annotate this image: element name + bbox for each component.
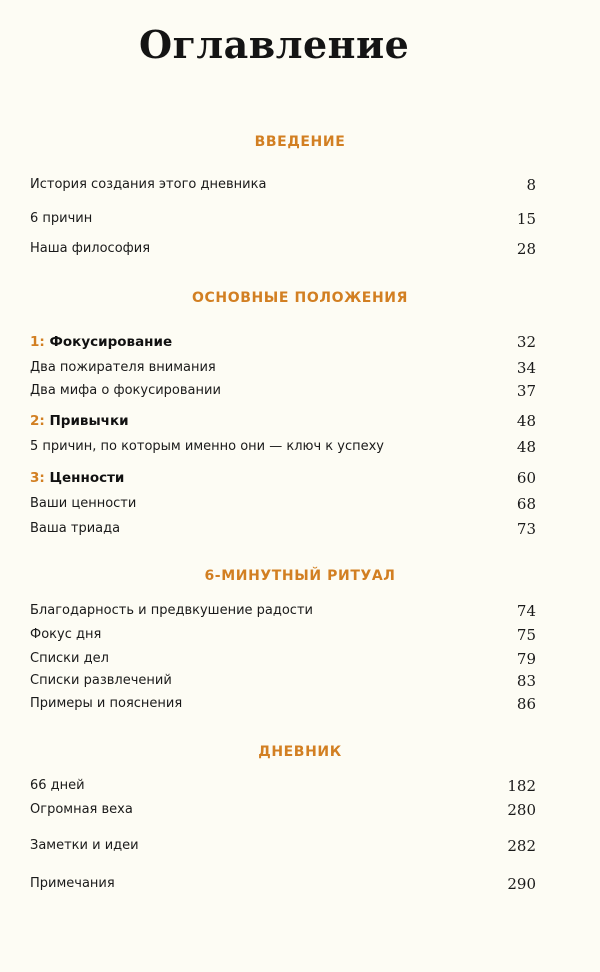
toc-entry[interactable] xyxy=(30,600,536,622)
toc-entry-title: Заметки и идеи xyxy=(30,838,139,853)
toc-entry[interactable] xyxy=(30,693,536,715)
toc-entry-page: 74 xyxy=(516,602,536,620)
toc-entry-title: Списки развлечений xyxy=(30,673,172,688)
chapter-number: 3: xyxy=(30,470,45,486)
toc-entry-title: Два пожирателя внимания xyxy=(30,360,216,375)
toc-entry-page: 79 xyxy=(516,650,536,668)
toc-entry[interactable] xyxy=(30,493,536,515)
toc-entry[interactable] xyxy=(30,380,536,402)
section-heading-introduction: ВВЕДЕНИЕ xyxy=(254,134,346,150)
toc-entry[interactable] xyxy=(30,775,536,797)
toc-entry-page: 73 xyxy=(516,520,536,538)
toc-entry[interactable] xyxy=(30,624,536,646)
toc-entry-page: 32 xyxy=(516,333,536,351)
toc-entry-page: 34 xyxy=(516,359,536,377)
chapter-number: 2: xyxy=(30,413,45,429)
section-heading-diary: ДНЕВНИК xyxy=(258,744,342,760)
toc-entry-title: Ваши ценности xyxy=(30,496,137,511)
toc-entry[interactable] xyxy=(30,436,536,458)
toc-entry[interactable] xyxy=(30,357,536,379)
toc-entry-page: 68 xyxy=(516,495,536,513)
toc-entry[interactable] xyxy=(30,208,536,230)
toc-entry-title: Фокусирование xyxy=(49,334,173,350)
toc-entry-page: 60 xyxy=(516,469,536,487)
toc-entry-title: Примечания xyxy=(30,876,115,891)
toc-entry[interactable] xyxy=(30,648,536,670)
toc-entry-title: 66 дней xyxy=(30,778,85,793)
toc-entry-title: Огромная веха xyxy=(30,802,133,817)
toc-entry-page: 282 xyxy=(507,837,536,855)
toc-entry-page: 15 xyxy=(516,210,536,228)
toc-entry-page: 280 xyxy=(507,801,536,819)
section-heading-ritual: 6-МИНУТНЫЙ РИТУАЛ xyxy=(204,568,396,584)
chapter-number: 1: xyxy=(30,334,45,350)
toc-entry-title: 6 причин xyxy=(30,211,93,226)
toc-entry-title: Списки дел xyxy=(30,651,109,666)
toc-chapter-entry[interactable] xyxy=(30,410,536,432)
toc-entry-title: Ваша триада xyxy=(30,521,121,536)
toc-entry-page: 86 xyxy=(516,695,536,713)
toc-entry[interactable] xyxy=(30,670,536,692)
section-heading-basics: ОСНОВНЫЕ ПОЛОЖЕНИЯ xyxy=(192,290,408,306)
page-title: Оглавление xyxy=(139,22,410,67)
toc-entry-page: 290 xyxy=(507,875,536,893)
toc-entry-page: 75 xyxy=(516,626,536,644)
toc-entry-page: 28 xyxy=(516,240,536,258)
toc-entry-page: 48 xyxy=(516,412,536,430)
toc-entry-title: Два мифа о фокусировании xyxy=(30,383,221,398)
toc-entry-page: 37 xyxy=(516,382,536,400)
toc-entry-page: 8 xyxy=(526,176,536,194)
toc-entry[interactable] xyxy=(30,873,536,895)
toc-entry-title: Примеры и пояснения xyxy=(30,696,183,711)
toc-entry-title: Благодарность и предвкушение радости xyxy=(30,603,313,618)
toc-chapter-entry[interactable] xyxy=(30,331,536,353)
toc-entry-page: 48 xyxy=(516,438,536,456)
toc-entry[interactable] xyxy=(30,174,536,196)
toc-entry-title: Ценности xyxy=(49,470,125,486)
toc-entry-title: Наша философия xyxy=(30,241,151,256)
toc-entry-title: Привычки xyxy=(49,413,129,429)
toc-chapter-entry[interactable] xyxy=(30,467,536,489)
toc-entry[interactable] xyxy=(30,835,536,857)
toc-entry-page: 182 xyxy=(507,777,536,795)
toc-entry-title: История создания этого дневника xyxy=(30,177,267,192)
toc-entry[interactable] xyxy=(30,238,536,260)
toc-entry-title: 5 причин, по которым именно они — ключ к успеху xyxy=(30,439,385,454)
toc-entry-page: 83 xyxy=(516,672,536,690)
toc-entry[interactable] xyxy=(30,799,536,821)
toc-entry[interactable] xyxy=(30,518,536,540)
toc-entry-title: Фокус дня xyxy=(30,627,102,642)
